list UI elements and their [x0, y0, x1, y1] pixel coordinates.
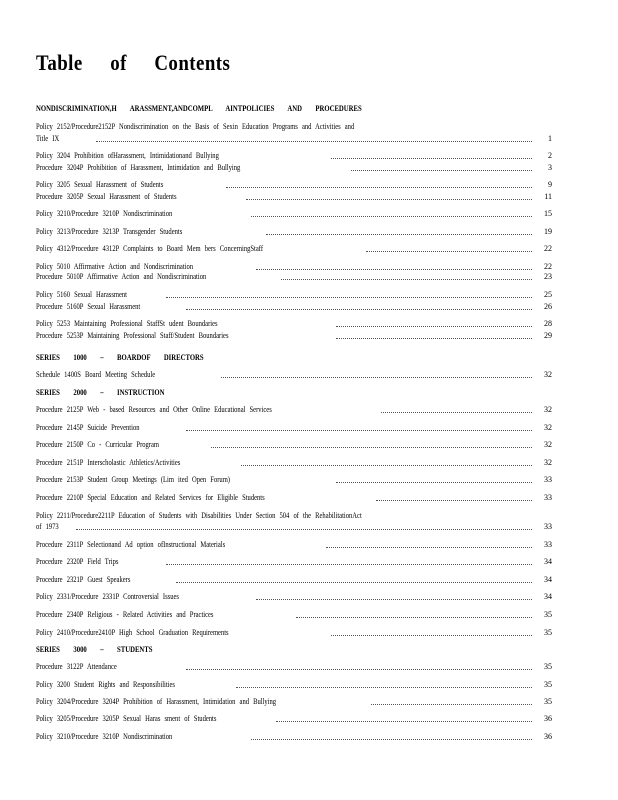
toc-entry-title: Procedure 5160P Sexual Harassment — [36, 302, 141, 311]
toc-entry-title: Policy 3210/Procedure 3210P Nondiscrimination — [36, 732, 173, 741]
toc-entry[interactable] — [36, 627, 552, 638]
dot-leader — [251, 739, 532, 740]
dot-leader — [256, 599, 532, 600]
toc-entry[interactable] — [36, 574, 552, 585]
toc-entry[interactable] — [36, 330, 552, 341]
toc-page-number: 9 — [548, 180, 552, 189]
dot-leader — [246, 199, 532, 200]
toc-page-number: 22 — [544, 244, 552, 253]
section-heading — [36, 352, 236, 363]
toc-page-number: 29 — [544, 331, 552, 340]
toc-entry-title: Policy 5010 Affirmative Action and Nondiscrimination — [36, 262, 194, 271]
toc-page-number: 11 — [544, 192, 552, 201]
toc-entry[interactable] — [36, 121, 552, 132]
toc-entry[interactable] — [36, 457, 552, 468]
toc-entry-title: of 1973 — [36, 522, 59, 531]
toc-entry-title: Policy 2331/Procedure 2331P Controversial Issues — [36, 592, 179, 601]
toc-page-number: 33 — [544, 540, 552, 549]
toc-page-number: 15 — [544, 209, 552, 218]
dot-leader — [351, 170, 532, 171]
dot-leader — [211, 447, 532, 448]
toc-entry[interactable] — [36, 696, 552, 707]
toc-entry[interactable] — [36, 179, 552, 190]
toc-entry[interactable] — [36, 226, 552, 237]
toc-entry-title: Procedure 2150P Co - Curricular Program — [36, 440, 160, 449]
toc-entry-title: Policy 3213/Procedure 3213P Transgender Students — [36, 227, 183, 236]
toc-entry[interactable] — [36, 510, 552, 521]
toc-entry-title: Procedure 2145P Suicide Prevention — [36, 423, 140, 432]
toc-page-number: 32 — [544, 440, 552, 449]
dot-leader — [76, 529, 532, 530]
dot-leader — [331, 635, 532, 636]
toc-entry-title: Procedure 2210P Special Education and Related Services for Eligible Students — [36, 493, 265, 502]
toc-page-number: 34 — [544, 592, 552, 601]
toc-entry[interactable] — [36, 661, 552, 672]
toc-page-number: 35 — [544, 610, 552, 619]
dot-leader — [371, 704, 532, 705]
toc-entry-title: Policy 5160 Sexual Harassment — [36, 290, 128, 299]
toc-page-number: 25 — [544, 290, 552, 299]
toc-page-number: 33 — [544, 522, 552, 531]
dot-leader — [166, 297, 532, 298]
toc-entry-title: Policy 3204/Procedure 3204P Prohibition of Harassment, Intimidation and Bullying — [36, 697, 277, 706]
toc-page-number: 23 — [544, 272, 552, 281]
toc-page-number: 35 — [544, 662, 552, 671]
toc-entry[interactable] — [36, 713, 552, 724]
toc-page-number: 19 — [544, 227, 552, 236]
toc-page-number: 35 — [544, 697, 552, 706]
toc-entry[interactable] — [36, 422, 552, 433]
toc-entry[interactable] — [36, 318, 552, 329]
toc-entry-title: Procedure 3204P Prohibition of Harassment, Intimidation and Bullying — [36, 163, 241, 172]
toc-entry[interactable] — [36, 521, 552, 532]
dot-leader — [186, 430, 532, 431]
dot-leader — [281, 279, 532, 280]
section-heading-text: SERIES 2000 – INSTRUCTION — [36, 388, 165, 397]
toc-entry-title: Procedure 2340P Religious - Related Activities and Practices — [36, 610, 214, 619]
dot-leader — [336, 482, 532, 483]
toc-entry-title: Procedure 2321P Guest Speakers — [36, 575, 131, 584]
toc-entry[interactable] — [36, 539, 552, 550]
toc-page-number: 22 — [544, 262, 552, 271]
section-heading-text: SERIES 1000 – BOARDOF DIRECTORS — [36, 353, 204, 362]
toc-page-number: 1 — [548, 134, 552, 143]
dot-leader — [336, 326, 532, 327]
page-title: Table of Contents — [36, 50, 231, 75]
toc-entry-title: Policy 2211/Procedure2211P Education of Students with Disabilities Under Section 504 of the RehabilitationAct — [36, 511, 362, 520]
toc-entry[interactable] — [36, 301, 552, 312]
toc-entry[interactable] — [36, 271, 552, 282]
toc-entry-title: Procedure 3205P Sexual Harassment of Students — [36, 192, 177, 201]
toc-page-number: 32 — [544, 423, 552, 432]
toc-page-number: 35 — [544, 628, 552, 637]
toc-entry-title: Policy 3205/Procedure 3205P Sexual Haras sment of Students — [36, 714, 217, 723]
section-heading — [36, 387, 189, 398]
toc-entry[interactable] — [36, 609, 552, 620]
section-heading — [36, 103, 424, 114]
toc-page-number: 33 — [544, 475, 552, 484]
dot-leader — [376, 500, 532, 501]
toc-entry-title: Policy 2410/Procedure2410P High School Graduation Requirements — [36, 628, 229, 637]
toc-entry[interactable] — [36, 679, 552, 690]
dot-leader — [381, 412, 532, 413]
toc-entry[interactable] — [36, 133, 552, 144]
toc-entry[interactable] — [36, 208, 552, 219]
dot-leader — [186, 669, 532, 670]
dot-leader — [251, 216, 532, 217]
toc-entry-title: Policy 2152/Procedure2152P Nondiscrimination on the Basis of Sexin Education Programs and Activities and — [36, 122, 355, 131]
toc-entry-title: Policy 3205 Sexual Harassment of Students — [36, 180, 164, 189]
section-heading — [36, 644, 175, 655]
dot-leader — [296, 617, 532, 618]
toc-page-number: 26 — [544, 302, 552, 311]
toc-entry-title: Schedule 1400S Board Meeting Schedule — [36, 370, 156, 379]
toc-entry-title: Title IX — [36, 134, 60, 143]
toc-page-number: 36 — [544, 714, 552, 723]
toc-page-number: 3 — [548, 163, 552, 172]
dot-leader — [366, 251, 532, 252]
dot-leader — [336, 338, 532, 339]
toc-entry[interactable] — [36, 243, 552, 254]
section-heading-text: SERIES 3000 – STUDENTS — [36, 645, 153, 654]
dot-leader — [241, 465, 532, 466]
toc-entry[interactable] — [36, 150, 552, 161]
dot-leader — [186, 309, 532, 310]
toc-page-number: 34 — [544, 557, 552, 566]
toc-page-number: 33 — [544, 493, 552, 502]
toc-page-number: 32 — [544, 405, 552, 414]
toc-entry-title: Policy 3210/Procedure 3210P Nondiscrimination — [36, 209, 173, 218]
dot-leader — [96, 141, 532, 142]
toc-entry-title: Procedure 2153P Student Group Meetings (Lim ited Open Forum) — [36, 475, 230, 484]
toc-entry[interactable] — [36, 289, 552, 300]
toc-entry-title: Procedure 5253P Maintaining Professional Staff/Student Boundaries — [36, 331, 229, 340]
toc-entry[interactable] — [36, 731, 552, 742]
dot-leader — [266, 234, 532, 235]
toc-entry-title: Policy 5253 Maintaining Professional StaffSt udent Boundaries — [36, 319, 218, 328]
toc-page-number: 36 — [544, 732, 552, 741]
dot-leader — [221, 377, 532, 378]
dot-leader — [256, 269, 532, 270]
toc-entry-title: Procedure 3122P Attendance — [36, 662, 117, 671]
dot-leader — [176, 582, 532, 583]
dot-leader — [166, 564, 532, 565]
toc-entry-title: Procedure 2125P Web - based Resources and Other Online Educational Services — [36, 405, 272, 414]
toc-entry-title: Procedure 2151P Interscholastic Athletics/Activities — [36, 458, 181, 467]
toc-page-number: 32 — [544, 370, 552, 379]
toc-entry-title: Procedure 5010P Affirmative Action and Nondiscrimination — [36, 272, 207, 281]
section-heading-text: NONDISCRIMINATION,H ARASSMENT,ANDCOMPL AINTPOLICIES AND PROCEDURES — [36, 104, 362, 113]
toc-entry-title: Policy 3200 Student Rights and Responsibilities — [36, 680, 175, 689]
dot-leader — [226, 187, 532, 188]
toc-entry[interactable] — [36, 591, 552, 602]
toc-entry[interactable] — [36, 474, 552, 485]
toc-page-number: 32 — [544, 458, 552, 467]
toc-entry-title: Policy 3204 Prohibition ofHarassment, Intimidationand Bullying — [36, 151, 219, 160]
dot-leader — [331, 158, 532, 159]
toc-page-number: 35 — [544, 680, 552, 689]
toc-entry[interactable] — [36, 439, 552, 450]
toc-entry-title: Procedure 2320P Field Trips — [36, 557, 119, 566]
toc-entry[interactable] — [36, 556, 552, 567]
dot-leader — [276, 721, 532, 722]
toc-entry[interactable] — [36, 369, 552, 380]
toc-page-number: 28 — [544, 319, 552, 328]
toc-entry-title: Policy 4312/Procedure 4312P Complaints to Board Mem bers ConcerningStaff — [36, 244, 264, 253]
toc-entry-title: Procedure 2311P Selectionand Ad option ofInstructional Materials — [36, 540, 226, 549]
toc-entry[interactable] — [36, 191, 552, 202]
toc-entry[interactable] — [36, 492, 552, 503]
toc-entry[interactable] — [36, 162, 552, 173]
dot-leader — [326, 547, 532, 548]
toc-page-number: 2 — [548, 151, 552, 160]
toc-page-number: 34 — [544, 575, 552, 584]
dot-leader — [236, 687, 532, 688]
toc-entry[interactable] — [36, 404, 552, 415]
